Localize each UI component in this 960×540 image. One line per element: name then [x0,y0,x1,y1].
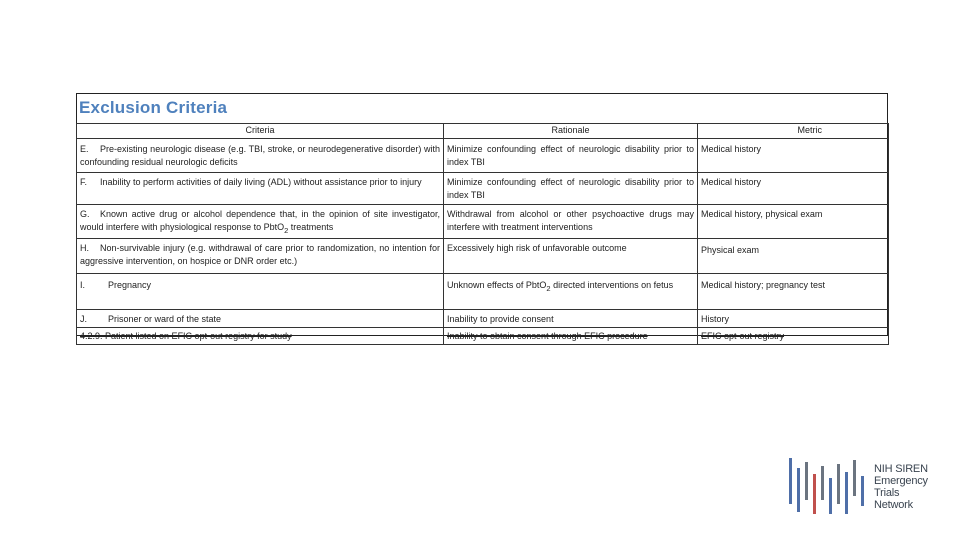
table-header-row [77,124,889,139]
criteria-cell [77,139,444,173]
table-row [77,173,889,205]
logo-bar [821,466,824,500]
criteria-cell [77,238,444,273]
logo-bar [853,460,856,496]
table-row [77,273,889,309]
criteria-text: Prisoner or ward of the state [108,313,222,324]
row-label: G. [80,209,90,219]
exclusion-criteria-table [76,123,889,345]
logo-line: Trials [874,487,900,499]
row-label: E. [80,144,89,154]
subscript-2: 2 [546,283,551,293]
table-row [77,139,889,173]
logo-line: Emergency [874,475,928,487]
rationale-text: Unknown effects of PbtO [447,279,547,290]
logo-line: Network [874,499,913,511]
rationale-cell: Minimize confounding effect of neurologic disability prior to index TBI [444,139,698,173]
metric-cell: EFIC opt-out registry [698,327,889,344]
rationale-cell: Withdrawal from alcohol or other psychoactive drugs may interfere with treatment interventions [444,205,698,239]
metric-cell: Medical history, physical exam [698,205,889,239]
criteria-text: Pre-existing neurologic disease (e.g. TBI, stroke, or neurodegenerative disorder) with confounding residual neurologic deficits [80,144,440,167]
logo-bar [845,472,848,514]
metric-cell: History [698,309,889,327]
row-label: H. [80,242,89,253]
criteria-cell [77,205,444,239]
metric-cell: Medical history; pregnancy test [698,273,889,309]
rationale-cell: Inability to provide consent [444,309,698,327]
criteria-cell [77,309,444,327]
header-rationale: Rationale [444,124,698,139]
criteria-text: Inability to perform activities of daily living (ADL) without assistance prior to injury [100,177,422,187]
metric-cell: Medical history [698,139,889,173]
header-criteria: Criteria [77,124,444,139]
criteria-text-end: treatments [288,222,334,232]
logo-bar [813,474,816,514]
subscript-2: 2 [284,225,289,235]
rationale-cell: Excessively high risk of unfavorable outcome [444,238,698,273]
logo-bars-icon [786,456,866,518]
rationale-cell [444,273,698,309]
row-label: F. [80,177,88,187]
row-label: I. [80,279,86,290]
table-row [77,238,889,273]
logo-bar [829,478,832,514]
criteria-cell [77,173,444,205]
table-row-struck [77,327,889,344]
logo-bar [789,458,792,504]
row-label: J. [80,313,88,324]
rationale-cell: Inability to obtain consent through EFIC procedure [444,327,698,344]
logo-bar [837,464,840,504]
table-row [77,309,889,327]
logo-bar [797,468,800,512]
metric-cell: Physical exam [698,238,889,273]
nih-siren-logo [786,456,938,518]
table-row [77,205,889,239]
criteria-cell [77,273,444,309]
logo-bar [861,476,864,506]
criteria-text: Known active drug or alcohol dependence that, in the opinion of site investigator, would interfere with physiological response to PbtO [80,209,440,232]
logo-bar [805,462,808,500]
logo-wordmark [874,463,928,511]
rationale-text-end: directed interventions on fetus [550,279,674,290]
rationale-cell: Minimize confounding effect of neurologic disability prior to index TBI [444,173,698,205]
criteria-cell: 4.2.9. Patient listed on EFIC opt-out registry for study [77,327,444,344]
logo-line: NIH SIREN [874,463,928,475]
slide-title: Exclusion Criteria [79,98,228,117]
metric-cell: Medical history [698,173,889,205]
criteria-text: Pregnancy [108,279,152,290]
header-metric: Metric [698,124,889,139]
criteria-text: Non-survivable injury (e.g. withdrawal of care prior to randomization, no intention for aggressive intervention, on hospice or DNR order etc.) [80,242,440,266]
